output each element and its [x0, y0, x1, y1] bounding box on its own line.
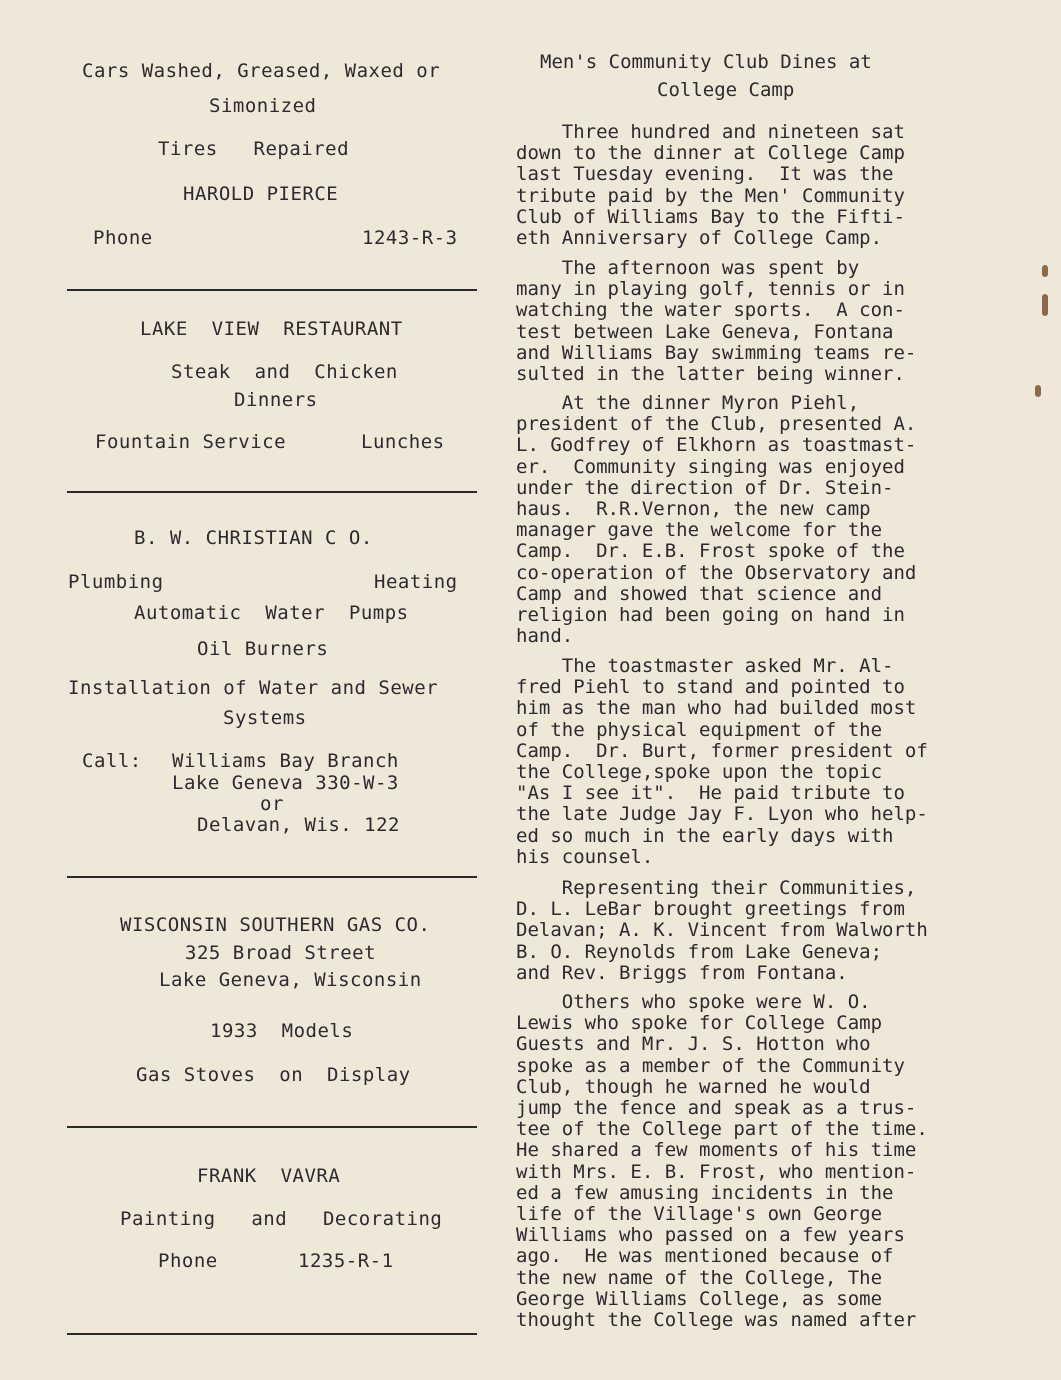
article-title-line: Men's Community Club Dines at	[540, 51, 872, 73]
article-line: and Rev. Briggs from Fontana.	[516, 961, 848, 984]
article-line: many in playing golf, tennis or in	[516, 278, 905, 301]
article-line: Camp. Dr. Burt, former president of	[516, 739, 928, 762]
article-line: "As I see it". He paid tribute to	[516, 782, 905, 805]
article-line: haus. R.R.Vernon, the new camp	[516, 498, 871, 520]
divider-rule	[67, 1333, 477, 1335]
article-line: tee of the College part of the time.	[516, 1118, 928, 1141]
article-line: Camp. Dr. E.B. Frost spoke of the	[516, 540, 905, 563]
ad-line: LAKE VIEW RESTAURANT	[140, 318, 403, 340]
article-line: George Williams College, as some	[516, 1287, 883, 1310]
ad-line: Simonized	[209, 95, 317, 117]
ad-left-item: Plumbing	[68, 571, 164, 593]
ad-left-item: Fountain Service	[95, 431, 287, 453]
phone-number: 1235-R-1	[298, 1250, 394, 1272]
ad-line: Systems	[223, 707, 307, 729]
ad-line: FRANK VAVRA	[197, 1165, 341, 1187]
article-line: tribute paid by the Men' Community	[516, 184, 905, 207]
call-line: Williams Bay Branch	[172, 750, 399, 772]
article-line: ed so much in the early days with	[516, 824, 894, 847]
ad-line: HAROLD PIERCE	[183, 183, 339, 205]
article-line: Representing their Communities,	[516, 877, 917, 899]
article-line: the late Judge Jay F. Lyon who help-	[516, 803, 928, 826]
article-line: down to the dinner at College Camp	[516, 142, 905, 165]
call-line: Delavan, Wis. 122	[197, 814, 400, 836]
ad-line: Painting and Decorating	[120, 1208, 443, 1230]
article-line: sulted in the latter being winner.	[516, 363, 905, 385]
divider-rule	[67, 1126, 477, 1128]
article-line: Camp and showed that science and	[516, 582, 883, 605]
article-line: L. Godfrey of Elkhorn as toastmast-	[516, 434, 917, 457]
ad-line: Automatic Water Pumps	[134, 602, 409, 624]
ad-line: WISCONSIN SOUTHERN GAS CO.	[120, 914, 431, 936]
phone-number: 1243-R-3	[362, 227, 458, 249]
ad-line: 325 Broad Street	[185, 942, 377, 964]
article-line: him as the man who had builded most	[516, 697, 917, 720]
ad-right-item: Heating	[374, 571, 458, 593]
ad-line: Lake Geneva, Wisconsin	[159, 969, 422, 991]
article-line: Club, though he warned he would	[516, 1075, 871, 1098]
ad-line: Installation of Water and Sewer	[68, 677, 439, 699]
article-line: Others who spoke were W. O.	[516, 991, 871, 1013]
article-line: ed a few amusing incidents in the	[516, 1181, 894, 1204]
article-line: last Tuesday evening. It was the	[516, 163, 894, 186]
ad-line: Dinners	[234, 389, 318, 411]
article-line: Williams who passed on a few years	[516, 1224, 905, 1247]
article-line: test between Lake Geneva, Fontana	[516, 320, 894, 343]
phone-label: Phone	[93, 227, 153, 249]
article-line: of the physical equipment of the	[516, 718, 883, 741]
phone-label: Phone	[158, 1250, 218, 1272]
article-line: eth Anniversary of College Camp.	[516, 227, 883, 249]
article-line: Delavan; A. K. Vincent from Walworth	[516, 919, 928, 942]
article-line: Guests and Mr. J. S. Hotton who	[516, 1033, 871, 1056]
article-line: The afternoon was spent by	[516, 257, 860, 279]
ad-right-item: Lunches	[361, 431, 445, 453]
ad-line: 1933 Models	[210, 1020, 354, 1042]
article-line: life of the Village's own George	[516, 1203, 883, 1225]
ad-line: Cars Washed, Greased, Waxed or	[82, 60, 441, 82]
article-line: co-operation of the Observatory and	[516, 561, 917, 584]
article-line: Club of Williams Bay to the Fifti-	[516, 205, 905, 228]
article-line: watching the water sports. A con-	[516, 299, 905, 322]
article-line: manager gave the welcome for the	[516, 519, 883, 542]
article-line: Lewis who spoke for College Camp	[516, 1012, 883, 1035]
divider-rule	[67, 876, 477, 878]
article-line: jump the fence and speak as a trus-	[516, 1097, 917, 1119]
call-line: Lake Geneva 330-W-3	[172, 772, 399, 794]
article-line: At the dinner Myron Piehl,	[516, 392, 860, 414]
ad-line: Steak and Chicken	[171, 361, 398, 383]
call-label: Call:	[82, 750, 142, 772]
article-line: religion had been going on hand in	[516, 604, 905, 626]
ad-line: Gas Stoves on Display	[136, 1064, 411, 1086]
article-line: the College,spoke upon the topic	[516, 761, 883, 783]
article-line: Three hundred and nineteen sat	[516, 121, 905, 143]
article-line: fred Piehl to stand and pointed to	[516, 676, 905, 699]
article-line: and Williams Bay swimming teams re-	[516, 341, 917, 364]
article-line: his counsel.	[516, 845, 654, 868]
article-line: the new name of the College, The	[516, 1266, 883, 1289]
article-line: The toastmaster asked Mr. Al-	[516, 655, 894, 677]
article-line: He shared a few moments of his time	[516, 1139, 917, 1162]
call-line: or	[260, 793, 284, 815]
binder-mark	[1042, 294, 1048, 316]
ad-line: Tires Repaired	[158, 138, 350, 160]
article-line: B. O. Reynolds from Lake Geneva;	[516, 940, 883, 963]
article-line: ago. He was mentioned because of	[516, 1245, 894, 1268]
article-line: er. Community singing was enjoyed	[516, 455, 905, 478]
article-line: spoke as a member of the Community	[516, 1054, 905, 1077]
article-line: D. L. LeBar brought greetings from	[516, 898, 905, 921]
article-line: under the direction of Dr. Stein-	[516, 476, 894, 499]
divider-rule	[67, 289, 477, 291]
article-line: president of the Club, presented A.	[516, 413, 917, 436]
article-title-line: College Camp	[657, 79, 795, 101]
ad-line: B. W. CHRISTIAN C O.	[134, 527, 373, 549]
ad-line: Oil Burners	[197, 638, 329, 660]
article-line: with Mrs. E. B. Frost, who mention-	[516, 1160, 917, 1183]
article-line: thought the College was named after	[516, 1309, 917, 1331]
binder-mark	[1042, 265, 1048, 277]
binder-mark	[1035, 385, 1041, 397]
divider-rule	[67, 491, 477, 493]
article-line: hand.	[516, 625, 574, 648]
